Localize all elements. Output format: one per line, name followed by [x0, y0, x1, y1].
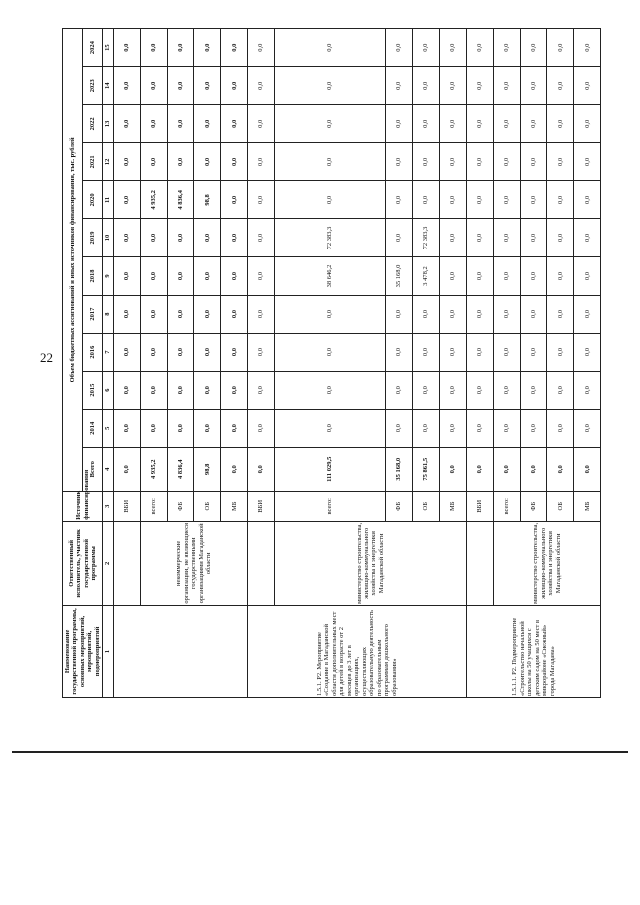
- column-number: 13: [103, 105, 113, 143]
- year-value-cell: 0,0: [520, 105, 547, 143]
- year-value-cell: 0,0: [520, 143, 547, 181]
- year-value-cell: 0,0: [221, 333, 248, 371]
- total-value-cell: 0,0: [113, 447, 140, 491]
- year-value-cell: 0,0: [466, 105, 493, 143]
- year-value-cell: 0,0: [493, 257, 520, 295]
- year-value-cell: 0,0: [113, 295, 140, 333]
- year-value-cell: 0,0: [547, 29, 574, 67]
- header-year: 2017: [83, 295, 103, 333]
- year-value-cell: 4 935,2: [140, 181, 167, 219]
- year-value-cell: 0,0: [248, 257, 275, 295]
- year-value-cell: 0,0: [520, 371, 547, 409]
- year-value-cell: 0,0: [386, 409, 413, 447]
- year-value-cell: 0,0: [413, 181, 440, 219]
- year-value-cell: 0,0: [248, 105, 275, 143]
- year-value-cell: 0,0: [547, 333, 574, 371]
- year-value-cell: 0,0: [275, 105, 386, 143]
- year-value-cell: 0,0: [493, 371, 520, 409]
- year-value-cell: 0,0: [275, 371, 386, 409]
- year-value-cell: 0,0: [386, 333, 413, 371]
- year-value-cell: 0,0: [140, 219, 167, 257]
- funding-source-cell: всего:: [493, 491, 520, 521]
- year-value-cell: 0,0: [194, 371, 221, 409]
- year-value-cell: 0,0: [547, 257, 574, 295]
- column-number: 5: [103, 409, 113, 447]
- table-row: [113, 29, 140, 698]
- column-number: 3: [103, 491, 113, 521]
- responsible-cell: министерство строительства, жилищно-коммунального хозяйства и энергетики Магаданской области: [493, 521, 601, 605]
- program-name-cell: 1.5.1. Р2. Мероприятие «Создание в Магаданской области дополнительных мест для детей в возрасте от 2 месяцев до 3 лет в организациях, осуществляющих образовательную деятельность по образовательным программам дошкольного образования»: [248, 605, 467, 697]
- program-name-cell: 1.5.1.1. Р2. Подмероприятие «Строительство начальной школы на 50 учащихся с детским садом на 50 мест в микрорайоне «Снежный» города Магадана»: [466, 605, 601, 697]
- funding-source-cell: МБ: [574, 491, 601, 521]
- year-value-cell: 0,0: [194, 257, 221, 295]
- year-value-cell: 0,0: [221, 29, 248, 67]
- year-value-cell: 0,0: [113, 105, 140, 143]
- header-year: 2018: [83, 257, 103, 295]
- total-value-cell: 0,0: [221, 447, 248, 491]
- table-row: [493, 29, 520, 698]
- year-value-cell: 0,0: [221, 257, 248, 295]
- header-year: 2024: [83, 29, 103, 67]
- year-value-cell: 3 478,2: [413, 257, 440, 295]
- header-year: 2019: [83, 219, 103, 257]
- year-value-cell: 0,0: [520, 181, 547, 219]
- year-value-cell: 72 383,3: [275, 219, 386, 257]
- funding-source-cell: ФБ: [167, 491, 194, 521]
- year-value-cell: 0,0: [493, 67, 520, 105]
- year-value-cell: 0,0: [113, 333, 140, 371]
- year-value-cell: 0,0: [248, 333, 275, 371]
- year-value-cell: 0,0: [574, 105, 601, 143]
- year-value-cell: 0,0: [194, 67, 221, 105]
- column-number: 12: [103, 143, 113, 181]
- year-value-cell: 0,0: [113, 67, 140, 105]
- year-value-cell: 0,0: [547, 67, 574, 105]
- total-value-cell: 0,0: [493, 447, 520, 491]
- table-row: [248, 29, 275, 698]
- year-value-cell: 0,0: [520, 29, 547, 67]
- year-value-cell: 0,0: [140, 333, 167, 371]
- year-value-cell: 0,0: [413, 105, 440, 143]
- funding-source-cell: ВБИ: [113, 491, 140, 521]
- year-value-cell: 0,0: [466, 295, 493, 333]
- year-value-cell: 0,0: [547, 143, 574, 181]
- rotated-table-container: [62, 28, 591, 698]
- year-value-cell: 0,0: [140, 143, 167, 181]
- year-value-cell: 0,0: [275, 333, 386, 371]
- total-value-cell: 98,8: [194, 447, 221, 491]
- year-value-cell: 0,0: [493, 295, 520, 333]
- year-value-cell: 0,0: [466, 257, 493, 295]
- table-row: [275, 29, 386, 698]
- year-value-cell: 0,0: [194, 333, 221, 371]
- column-number: 2: [103, 521, 113, 605]
- year-value-cell: 0,0: [493, 105, 520, 143]
- header-year: 2015: [83, 371, 103, 409]
- year-value-cell: 0,0: [493, 333, 520, 371]
- year-value-cell: 0,0: [248, 219, 275, 257]
- year-value-cell: 0,0: [167, 219, 194, 257]
- year-value-cell: 0,0: [520, 409, 547, 447]
- year-value-cell: 0,0: [167, 67, 194, 105]
- year-value-cell: 0,0: [439, 67, 466, 105]
- funding-source-cell: всего:: [140, 491, 167, 521]
- year-value-cell: 0,0: [386, 181, 413, 219]
- year-value-cell: 0,0: [194, 29, 221, 67]
- year-value-cell: 0,0: [574, 295, 601, 333]
- responsible-cell-empty: [466, 521, 493, 605]
- year-value-cell: 0,0: [520, 219, 547, 257]
- responsible-cell-empty: [113, 521, 140, 605]
- year-value-cell: 0,0: [140, 105, 167, 143]
- budget-table-frame: [62, 28, 591, 698]
- page-number: 22: [40, 350, 53, 365]
- header-total: Всего: [83, 447, 103, 491]
- year-value-cell: 0,0: [167, 333, 194, 371]
- year-value-cell: 0,0: [439, 295, 466, 333]
- column-number: 9: [103, 257, 113, 295]
- year-value-cell: 0,0: [413, 409, 440, 447]
- header-source: Источник финансирования: [63, 491, 103, 521]
- year-value-cell: 0,0: [275, 67, 386, 105]
- year-value-cell: 0,0: [167, 295, 194, 333]
- year-value-cell: 0,0: [574, 29, 601, 67]
- year-value-cell: 0,0: [167, 371, 194, 409]
- year-value-cell: 0,0: [248, 371, 275, 409]
- year-value-cell: 0,0: [113, 143, 140, 181]
- year-value-cell: 0,0: [113, 219, 140, 257]
- year-value-cell: 4 836,4: [167, 181, 194, 219]
- year-value-cell: 0,0: [493, 143, 520, 181]
- funding-source-cell: МБ: [221, 491, 248, 521]
- year-value-cell: 0,0: [466, 371, 493, 409]
- year-value-cell: 0,0: [221, 409, 248, 447]
- year-value-cell: 0,0: [140, 409, 167, 447]
- year-value-cell: 35 168,0: [386, 257, 413, 295]
- year-value-cell: 0,0: [275, 409, 386, 447]
- year-value-cell: 0,0: [520, 257, 547, 295]
- year-value-cell: 0,0: [140, 295, 167, 333]
- year-value-cell: 0,0: [386, 105, 413, 143]
- year-value-cell: 0,0: [386, 219, 413, 257]
- header-year: 2023: [83, 67, 103, 105]
- year-value-cell: 0,0: [221, 143, 248, 181]
- year-value-cell: 0,0: [413, 295, 440, 333]
- column-number: 8: [103, 295, 113, 333]
- year-value-cell: 0,0: [439, 371, 466, 409]
- year-value-cell: 0,0: [194, 219, 221, 257]
- budget-table: [62, 28, 601, 698]
- header-year: 2022: [83, 105, 103, 143]
- total-value-cell: 4 935,2: [140, 447, 167, 491]
- year-value-cell: 0,0: [493, 29, 520, 67]
- year-value-cell: 0,0: [113, 181, 140, 219]
- table-body: [113, 29, 601, 698]
- year-value-cell: 0,0: [439, 219, 466, 257]
- year-value-cell: 0,0: [248, 67, 275, 105]
- year-value-cell: 0,0: [466, 181, 493, 219]
- funding-source-cell: ОБ: [413, 491, 440, 521]
- year-value-cell: 0,0: [466, 67, 493, 105]
- column-number: 1: [103, 605, 113, 697]
- year-value-cell: 0,0: [140, 371, 167, 409]
- funding-source-cell: МБ: [439, 491, 466, 521]
- header-budget-group: Объем бюджетных ассигнований и иных источников финансирования, тыс. рублей: [63, 29, 83, 492]
- header-year: 2020: [83, 181, 103, 219]
- year-value-cell: 0,0: [439, 105, 466, 143]
- year-value-cell: 0,0: [167, 257, 194, 295]
- year-value-cell: 0,0: [275, 295, 386, 333]
- year-value-cell: 0,0: [439, 409, 466, 447]
- year-value-cell: 0,0: [520, 295, 547, 333]
- year-value-cell: 0,0: [248, 409, 275, 447]
- year-value-cell: 0,0: [275, 181, 386, 219]
- year-value-cell: 0,0: [167, 409, 194, 447]
- funding-source-cell: ФБ: [386, 491, 413, 521]
- year-value-cell: 0,0: [221, 181, 248, 219]
- year-value-cell: 0,0: [113, 257, 140, 295]
- year-value-cell: 0,0: [194, 105, 221, 143]
- year-value-cell: 0,0: [113, 29, 140, 67]
- year-value-cell: 0,0: [493, 409, 520, 447]
- funding-source-cell: ОБ: [194, 491, 221, 521]
- year-value-cell: 0,0: [466, 333, 493, 371]
- responsible-cell: министерство строительства, жилищно-коммунального хозяйства и энергетики Магаданской области: [275, 521, 467, 605]
- year-value-cell: 0,0: [439, 257, 466, 295]
- year-value-cell: 38 646,2: [275, 257, 386, 295]
- funding-source-cell: ВБИ: [466, 491, 493, 521]
- year-value-cell: 0,0: [386, 371, 413, 409]
- year-value-cell: 0,0: [221, 371, 248, 409]
- year-value-cell: 0,0: [221, 67, 248, 105]
- column-number: 6: [103, 371, 113, 409]
- column-number: 14: [103, 67, 113, 105]
- year-value-cell: 0,0: [167, 105, 194, 143]
- header-year: 2021: [83, 143, 103, 181]
- year-value-cell: 0,0: [167, 29, 194, 67]
- year-value-cell: 0,0: [493, 219, 520, 257]
- total-value-cell: 0,0: [547, 447, 574, 491]
- year-value-cell: 0,0: [248, 295, 275, 333]
- year-value-cell: 0,0: [140, 257, 167, 295]
- year-value-cell: 0,0: [574, 219, 601, 257]
- year-value-cell: 0,0: [466, 143, 493, 181]
- total-value-cell: 0,0: [248, 447, 275, 491]
- year-value-cell: 0,0: [275, 29, 386, 67]
- year-value-cell: 0,0: [248, 143, 275, 181]
- header-row-1: [63, 29, 83, 698]
- column-number: 4: [103, 447, 113, 491]
- year-value-cell: 0,0: [140, 29, 167, 67]
- year-value-cell: 0,0: [574, 333, 601, 371]
- year-value-cell: 0,0: [574, 67, 601, 105]
- year-value-cell: 0,0: [194, 409, 221, 447]
- year-value-cell: 0,0: [547, 181, 574, 219]
- responsible-cell: некоммерческие организации, не являющиеся государственными организациями Магаданской области: [140, 521, 248, 605]
- year-value-cell: 0,0: [547, 105, 574, 143]
- total-value-cell: 111 029,5: [275, 447, 386, 491]
- table-row: [140, 29, 167, 698]
- year-value-cell: 0,0: [439, 333, 466, 371]
- year-value-cell: 98,8: [194, 181, 221, 219]
- year-value-cell: 0,0: [439, 29, 466, 67]
- year-value-cell: 0,0: [248, 29, 275, 67]
- year-value-cell: 0,0: [413, 29, 440, 67]
- year-value-cell: 0,0: [574, 257, 601, 295]
- year-value-cell: 0,0: [113, 409, 140, 447]
- year-value-cell: 0,0: [167, 143, 194, 181]
- total-value-cell: 0,0: [439, 447, 466, 491]
- column-number: 15: [103, 29, 113, 67]
- year-value-cell: 0,0: [574, 371, 601, 409]
- year-value-cell: 0,0: [386, 29, 413, 67]
- horizontal-rule: [12, 751, 628, 753]
- column-number: 10: [103, 219, 113, 257]
- year-value-cell: 0,0: [547, 295, 574, 333]
- year-value-cell: 0,0: [413, 67, 440, 105]
- column-number: 11: [103, 181, 113, 219]
- total-value-cell: 35 168,0: [386, 447, 413, 491]
- column-number-row: [103, 29, 113, 698]
- year-value-cell: 0,0: [439, 143, 466, 181]
- year-value-cell: 0,0: [574, 409, 601, 447]
- year-value-cell: 0,0: [140, 67, 167, 105]
- funding-source-cell: всего:: [275, 491, 386, 521]
- year-value-cell: 0,0: [520, 67, 547, 105]
- year-value-cell: 0,0: [386, 143, 413, 181]
- year-value-cell: 0,0: [113, 371, 140, 409]
- header-year: 2014: [83, 409, 103, 447]
- total-value-cell: 0,0: [520, 447, 547, 491]
- year-value-cell: 0,0: [221, 295, 248, 333]
- year-value-cell: 0,0: [574, 143, 601, 181]
- year-value-cell: 0,0: [194, 143, 221, 181]
- funding-source-cell: ВБИ: [248, 491, 275, 521]
- year-value-cell: 0,0: [194, 295, 221, 333]
- year-value-cell: 0,0: [520, 333, 547, 371]
- total-value-cell: 0,0: [466, 447, 493, 491]
- year-value-cell: 0,0: [466, 219, 493, 257]
- year-value-cell: 0,0: [547, 409, 574, 447]
- year-value-cell: 0,0: [221, 219, 248, 257]
- header-year: 2016: [83, 333, 103, 371]
- table-header: [63, 29, 114, 698]
- program-name-cell: [113, 605, 247, 697]
- table-row: [466, 29, 493, 698]
- year-value-cell: 0,0: [386, 67, 413, 105]
- year-value-cell: 0,0: [275, 143, 386, 181]
- funding-source-cell: ОБ: [547, 491, 574, 521]
- year-value-cell: 0,0: [221, 105, 248, 143]
- year-value-cell: 0,0: [547, 219, 574, 257]
- header-program: Наименование государственной программы, основных мероприятий, мероприятий, подмероприятий: [63, 605, 103, 697]
- year-value-cell: 0,0: [248, 181, 275, 219]
- year-value-cell: 0,0: [547, 371, 574, 409]
- year-value-cell: 0,0: [574, 181, 601, 219]
- total-value-cell: 4 836,4: [167, 447, 194, 491]
- year-value-cell: 0,0: [466, 409, 493, 447]
- year-value-cell: 0,0: [466, 29, 493, 67]
- column-number: 7: [103, 333, 113, 371]
- total-value-cell: 0,0: [574, 447, 601, 491]
- total-value-cell: 75 861,5: [413, 447, 440, 491]
- year-value-cell: 0,0: [439, 181, 466, 219]
- responsible-cell-empty: [248, 521, 275, 605]
- year-value-cell: 0,0: [413, 333, 440, 371]
- header-responsible: Ответственный исполнитель, участник государственной программы: [63, 521, 103, 605]
- year-value-cell: 0,0: [413, 143, 440, 181]
- funding-source-cell: ФБ: [520, 491, 547, 521]
- year-value-cell: 0,0: [386, 295, 413, 333]
- year-value-cell: 72 383,3: [413, 219, 440, 257]
- year-value-cell: 0,0: [413, 371, 440, 409]
- year-value-cell: 0,0: [493, 181, 520, 219]
